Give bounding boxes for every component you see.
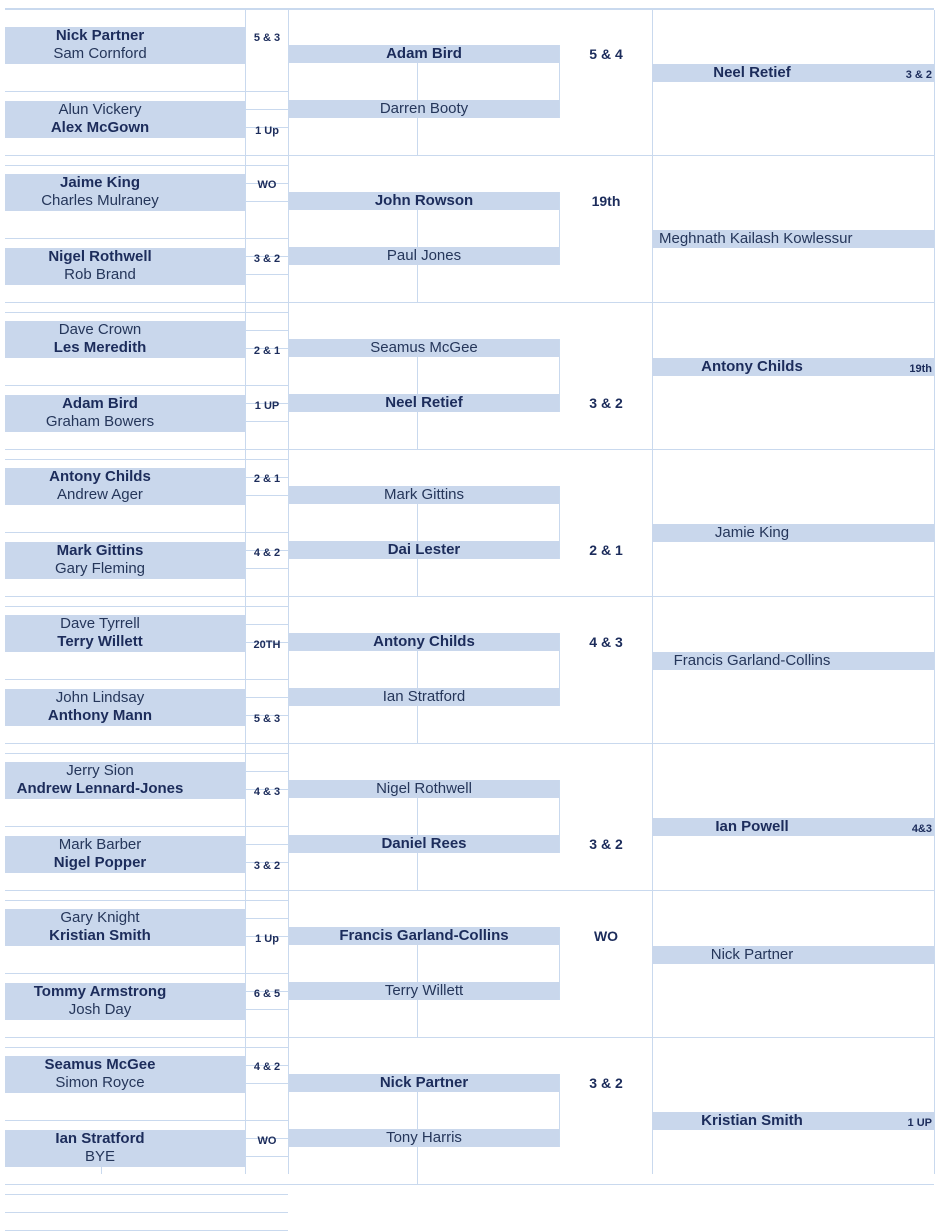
grid-vline — [559, 486, 560, 559]
round1-player: Graham Bowers — [45, 413, 155, 430]
round1-score: 6 & 5 — [253, 988, 281, 1000]
grid-vline — [417, 1092, 418, 1129]
round1-player: Gary Knight — [60, 909, 140, 926]
round1-score: 4 & 2 — [253, 1061, 281, 1073]
round3-player: Francis Garland-Collins — [673, 652, 831, 669]
grid-vline — [417, 504, 418, 541]
round2-player: Darren Booty — [379, 100, 469, 117]
round1-player: Adam Bird — [62, 395, 138, 412]
round2-player: Adam Bird — [386, 45, 462, 62]
round1-player: Dave Tyrrell — [60, 615, 140, 632]
round1-player: Antony Childs — [49, 468, 151, 485]
round1-player: Charles Mulraney — [41, 192, 159, 209]
round3-player: Ian Powell — [715, 818, 789, 835]
round2-player: Daniel Rees — [381, 835, 467, 852]
round2-player: Mark Gittins — [383, 486, 464, 503]
round1-score: 2 & 1 — [253, 345, 281, 357]
grid-vline — [417, 118, 418, 155]
round2-player: Ian Stratford — [382, 688, 466, 705]
round1-player: Nigel Popper — [53, 854, 147, 871]
round1-player: Mark Barber — [58, 836, 142, 853]
round2-player: Antony Childs — [373, 633, 475, 650]
round3-player: Nick Partner — [710, 946, 794, 963]
grid-hline — [5, 743, 934, 744]
grid-vline — [934, 10, 935, 1174]
grid-hline — [5, 606, 288, 607]
grid-hline — [5, 1194, 288, 1195]
round2-score: 3 & 2 — [589, 836, 623, 852]
grid-vline — [417, 853, 418, 890]
round1-score: 3 & 2 — [253, 253, 281, 265]
round1-player: Terry Willett — [57, 633, 143, 650]
round3-score: 19th — [909, 363, 932, 375]
round1-player: Gary Fleming — [54, 560, 146, 577]
grid-hline — [5, 9, 934, 10]
grid-hline — [5, 900, 288, 901]
round3-player: Jamie King — [714, 524, 790, 541]
grid-vline — [417, 945, 418, 982]
grid-hline — [5, 91, 288, 92]
grid-hline — [5, 312, 288, 313]
round2-score: 5 & 4 — [589, 46, 623, 62]
grid-vline — [417, 357, 418, 394]
grid-vline — [417, 265, 418, 302]
grid-hline — [5, 385, 288, 386]
grid-hline — [5, 1184, 934, 1185]
round1-score: 20TH — [253, 639, 281, 651]
grid-hline — [5, 890, 934, 891]
round3-player: Antony Childs — [701, 358, 803, 375]
round1-player: Jaime King — [59, 174, 141, 191]
round1-player: Jerry Sion — [66, 762, 134, 779]
round1-player: Ian Stratford — [55, 1130, 145, 1147]
grid-vline — [417, 1147, 418, 1184]
grid-hline — [5, 449, 934, 450]
grid-vline — [417, 559, 418, 596]
round2-player: Nigel Rothwell — [376, 780, 472, 797]
grid-hline — [5, 679, 288, 680]
grid-vline — [417, 412, 418, 449]
round3-player: Kristian Smith — [701, 1112, 803, 1129]
round1-score: 1 Up — [255, 125, 279, 137]
round2-player: Paul Jones — [386, 247, 462, 264]
round2-score: 4 & 3 — [589, 634, 623, 650]
round2-player: Dai Lester — [387, 541, 461, 558]
round2-score: 3 & 2 — [589, 395, 623, 411]
grid-vline — [417, 798, 418, 835]
round3-player: Neel Retief — [713, 64, 791, 81]
round3-score: 1 UP — [907, 1117, 932, 1129]
round2-score: 3 & 2 — [589, 1075, 623, 1091]
round1-player: Alun Vickery — [58, 101, 142, 118]
round1-score: 4 & 3 — [253, 786, 281, 798]
round1-score: WO — [257, 1135, 277, 1147]
round1-player: Dave Crown — [58, 321, 142, 338]
grid-hline — [5, 302, 934, 303]
grid-hline — [5, 165, 288, 166]
round2-player: John Rowson — [374, 192, 474, 209]
round1-score: WO — [257, 179, 277, 191]
grid-hline — [5, 238, 288, 239]
round1-player: Nigel Rothwell — [48, 248, 152, 265]
round1-player: Alex McGown — [50, 119, 150, 136]
round2-score: 19th — [591, 193, 621, 209]
round1-player: Tommy Armstrong — [33, 983, 167, 1000]
round2-player: Tony Harris — [386, 1129, 462, 1146]
grid-hline — [5, 155, 934, 156]
round1-player: Mark Gittins — [56, 542, 144, 559]
round3-score: 3 & 2 — [905, 69, 932, 81]
grid-hline — [5, 596, 934, 597]
round1-player: Josh Day — [68, 1001, 132, 1018]
round1-score: 2 & 1 — [253, 473, 281, 485]
round1-score: 5 & 3 — [253, 32, 281, 44]
round1-player: Andrew Lennard-Jones — [16, 780, 184, 797]
round1-player: Anthony Mann — [47, 707, 153, 724]
grid-vline — [652, 10, 653, 1174]
grid-hline — [5, 8, 934, 9]
grid-hline — [5, 459, 288, 460]
grid-hline — [5, 532, 288, 533]
grid-vline — [559, 192, 560, 265]
grid-vline — [559, 1074, 560, 1147]
round1-player: Rob Brand — [64, 266, 136, 283]
round1-player: John Lindsay — [55, 689, 145, 706]
round1-player: Simon Royce — [55, 1074, 145, 1091]
round1-player: BYE — [84, 1148, 115, 1165]
round2-player: Neel Retief — [385, 394, 463, 411]
round2-player: Francis Garland-Collins — [339, 927, 509, 944]
grid-vline — [417, 1000, 418, 1037]
round2-player: Seamus McGee — [370, 339, 478, 356]
grid-vline — [559, 927, 560, 1000]
grid-hline — [5, 1212, 288, 1213]
grid-hline — [5, 1047, 288, 1048]
round3-score: 4&3 — [911, 823, 932, 835]
round2-player: Terry Willett — [384, 982, 464, 999]
round1-player: Seamus McGee — [44, 1056, 156, 1073]
round3-player: Meghnath Kailash Kowlessur — [659, 230, 853, 247]
round1-score: 1 Up — [255, 933, 279, 945]
grid-hline — [5, 826, 288, 827]
grid-vline — [417, 63, 418, 100]
round2-player: Nick Partner — [379, 1074, 469, 1091]
grid-hline — [5, 753, 288, 754]
round1-score: 5 & 3 — [253, 713, 281, 725]
round1-score: 1 UP — [254, 400, 280, 412]
round1-score: 4 & 2 — [253, 547, 281, 559]
round1-player: Les Meredith — [53, 339, 147, 356]
round1-score: 3 & 2 — [253, 860, 281, 872]
grid-vline — [417, 210, 418, 247]
grid-vline — [417, 651, 418, 688]
round1-player: Kristian Smith — [49, 927, 151, 944]
grid-vline — [559, 633, 560, 706]
grid-vline — [559, 780, 560, 853]
round1-player: Andrew Ager — [57, 486, 143, 503]
grid-hline — [5, 973, 288, 974]
grid-vline — [559, 45, 560, 118]
grid-hline — [5, 1120, 288, 1121]
round2-score: 2 & 1 — [589, 542, 623, 558]
round2-score: WO — [593, 928, 619, 944]
grid-vline — [417, 706, 418, 743]
grid-vline — [559, 339, 560, 412]
round1-player: Sam Cornford — [53, 45, 147, 62]
grid-hline — [5, 1037, 934, 1038]
round1-player: Nick Partner — [55, 27, 145, 44]
